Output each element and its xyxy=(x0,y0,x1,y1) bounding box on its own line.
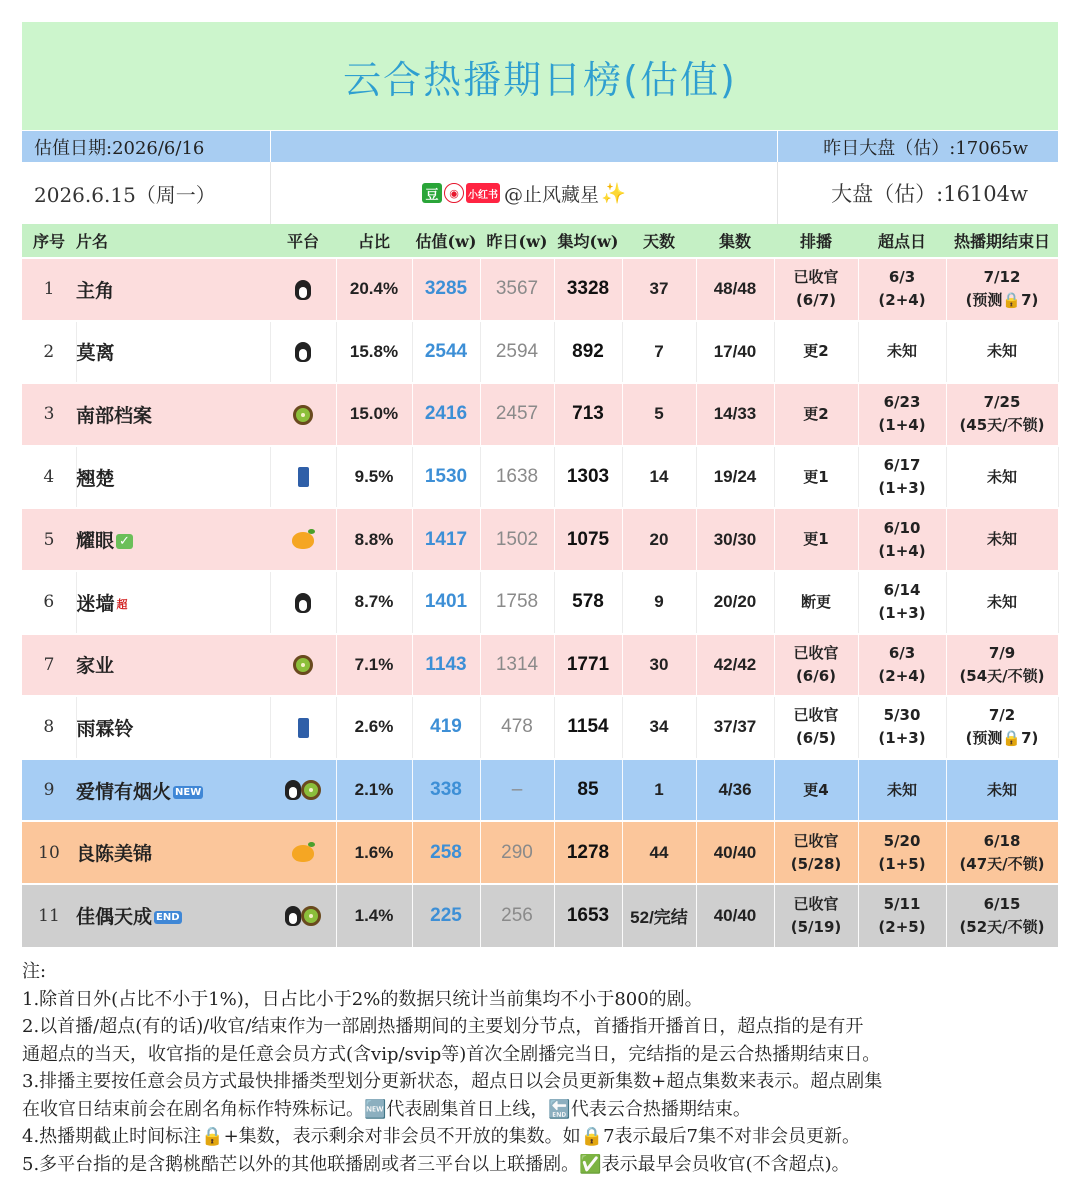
episode-average: 3328 xyxy=(554,258,622,321)
schedule-cell xyxy=(774,634,858,697)
drama-name: 主角 xyxy=(76,279,115,302)
drama-title xyxy=(76,696,270,759)
drama-title xyxy=(76,884,270,947)
broadcast-end-date-sub: (预测🔒7) xyxy=(965,729,1039,748)
broadcast-end-date-main: 7/12 xyxy=(983,268,1021,287)
broadcast-end-date xyxy=(946,884,1058,947)
super-point-date-sub: (1+3) xyxy=(878,479,926,498)
estimate-value: 419 xyxy=(412,696,480,759)
kiwi-icon xyxy=(301,906,321,926)
column-header: 片名 xyxy=(76,232,109,251)
column-header: 平台 xyxy=(286,232,319,251)
drama-title xyxy=(76,571,270,634)
share-value: 20.4% xyxy=(336,258,412,321)
super-point-date-main: 6/23 xyxy=(883,393,921,412)
super-point-badge: 超 xyxy=(116,598,128,612)
report-date: 2026.6.15（周一） xyxy=(34,182,216,207)
estimate-date: 估值日期:2026/6/16 xyxy=(34,137,205,159)
broadcast-end-date-main: 未知 xyxy=(986,592,1017,611)
platform-cell xyxy=(270,821,336,884)
column-header: 天数 xyxy=(642,232,675,251)
share-value: 2.1% xyxy=(336,759,412,822)
episode-average: 892 xyxy=(554,321,622,384)
rank-number: 2 xyxy=(22,321,76,384)
estimate-value: 338 xyxy=(412,759,480,822)
broadcast-end-date xyxy=(946,508,1058,571)
rank-number: 5 xyxy=(43,529,55,550)
note-line: 通超点的当天，收官指的是任意会员方式(含vip/svip等)首次全剧播完当日，完结指的是云合热播期结束日。 xyxy=(22,1043,881,1065)
schedule-cell-main: 更2 xyxy=(803,404,829,423)
broadcast-end-date xyxy=(946,821,1058,884)
end-badge-icon: END xyxy=(156,912,180,924)
rank-number: 8 xyxy=(22,696,76,759)
schedule-cell xyxy=(774,571,858,634)
platform-cell xyxy=(270,446,336,509)
drama-name: 迷墙 xyxy=(76,592,115,615)
broadcast-end-date xyxy=(946,258,1058,321)
rank-number: 11 xyxy=(38,905,60,926)
yesterday-value: 256 xyxy=(480,884,554,947)
episode-count: 40/40 xyxy=(696,884,774,947)
platform-cell xyxy=(270,884,336,947)
schedule-cell xyxy=(774,383,858,446)
episode-count: 19/24 xyxy=(696,446,774,509)
yesterday-market: 昨日大盘（估）:17065w xyxy=(823,137,1028,159)
yesterday-value: 1314 xyxy=(480,634,554,697)
broadcast-end-date-main: 7/2 xyxy=(988,706,1016,725)
penguin-icon xyxy=(295,593,311,613)
drama-title xyxy=(76,508,270,571)
super-point-date-sub: (1+5) xyxy=(878,854,926,873)
check-badge-icon: ✓ xyxy=(116,534,133,549)
days-count: 20 xyxy=(622,508,696,571)
schedule-cell xyxy=(774,696,858,759)
episode-count: 4/36 xyxy=(696,759,774,822)
episode-average: 578 xyxy=(554,571,622,634)
super-point-date-sub: (2+4) xyxy=(878,666,926,685)
column-header: 估值(w) xyxy=(415,232,477,251)
drama-name: 翘楚 xyxy=(76,467,115,490)
estimate-value: 2416 xyxy=(412,383,480,446)
kiwi-icon xyxy=(293,655,313,675)
broadcast-end-date-main: 7/25 xyxy=(983,393,1021,412)
kiwi-icon xyxy=(293,405,313,425)
super-point-date-sub: (1+3) xyxy=(878,604,926,623)
schedule-cell-main: 更1 xyxy=(803,530,829,549)
platform-cell xyxy=(270,696,336,759)
days-count: 1 xyxy=(622,759,696,822)
yesterday-value: 290 xyxy=(480,821,554,884)
super-point-date-main: 未知 xyxy=(886,780,917,799)
super-point-date-main: 5/30 xyxy=(883,706,921,725)
page-title: 云合热播期日榜(估值) xyxy=(343,57,737,102)
drama-title xyxy=(76,383,270,446)
platform-cell xyxy=(270,383,336,446)
note-line: 5.多平台指的是含鹅桃酷芒以外的其他联播剧或者三平台以上联播剧。✅表示最早会员收官(不含超点)。 xyxy=(22,1153,850,1175)
days-count: 37 xyxy=(622,258,696,321)
super-point-date xyxy=(858,696,946,759)
rank-number: 10 xyxy=(38,842,60,863)
drama-name: 南部档案 xyxy=(76,404,153,427)
schedule-cell-sub: (5/28) xyxy=(790,854,842,873)
broadcast-end-date-sub: (45天/不锁) xyxy=(959,416,1045,435)
title-band xyxy=(22,22,1058,130)
episode-count: 17/40 xyxy=(696,321,774,384)
sparkle-icon: ✨ xyxy=(601,181,626,205)
jeans-icon xyxy=(298,467,309,487)
super-point-date-main: 未知 xyxy=(886,342,917,361)
author-credit xyxy=(270,162,778,224)
estimate-value: 1530 xyxy=(412,446,480,509)
penguin-icon xyxy=(295,342,311,362)
rank-number: 3 xyxy=(43,404,55,425)
broadcast-end-date-main: 6/15 xyxy=(983,894,1021,913)
super-point-date xyxy=(858,634,946,697)
super-point-date-main: 6/14 xyxy=(883,581,921,600)
table-row xyxy=(22,321,1058,384)
schedule-cell-main: 已收官 xyxy=(793,268,839,287)
broadcast-end-date-sub: (54天/不锁) xyxy=(959,666,1045,685)
mango-icon xyxy=(292,532,314,549)
super-point-date xyxy=(858,759,946,822)
xiaohongshu-icon: 小红书 xyxy=(466,183,500,203)
super-point-date xyxy=(858,571,946,634)
drama-title xyxy=(76,634,270,697)
episode-count: 42/42 xyxy=(696,634,774,697)
schedule-cell-sub: (6/6) xyxy=(795,666,837,685)
episode-average: 1075 xyxy=(554,508,622,571)
episode-count: 14/33 xyxy=(696,383,774,446)
schedule-cell xyxy=(774,884,858,947)
super-point-date-sub: (1+4) xyxy=(878,416,926,435)
info-spacer xyxy=(270,131,778,162)
broadcast-end-date xyxy=(946,446,1058,509)
douban-icon: 豆 xyxy=(422,183,442,203)
note-line: 3.排播主要按任意会员方式最快排播类型划分更新状态，超点日以会员更新集数+超点集数来表示。超点剧集 xyxy=(22,1071,883,1092)
new-badge-icon: NEW xyxy=(175,786,202,798)
super-point-date-main: 6/17 xyxy=(883,456,921,475)
drama-title xyxy=(76,759,270,822)
column-header: 热播期结束日 xyxy=(953,232,1050,251)
super-point-date xyxy=(858,821,946,884)
days-count: 9 xyxy=(622,571,696,634)
days-count: 52/完结 xyxy=(622,884,696,947)
schedule-cell xyxy=(774,321,858,384)
share-value: 7.1% xyxy=(336,634,412,697)
share-value: 8.7% xyxy=(336,571,412,634)
share-value: 15.0% xyxy=(336,383,412,446)
super-point-date-main: 6/3 xyxy=(888,643,916,662)
broadcast-end-date-main: 未知 xyxy=(986,467,1017,486)
platform-cell xyxy=(270,634,336,697)
broadcast-end-date-main: 未知 xyxy=(986,530,1017,549)
info-row xyxy=(22,130,1058,162)
yesterday-value: 3567 xyxy=(480,258,554,321)
table-row xyxy=(22,634,1058,697)
penguin-icon xyxy=(295,280,311,300)
schedule-cell xyxy=(774,821,858,884)
ranking-table xyxy=(22,224,1059,947)
market-total: 大盘（估）:16104w xyxy=(831,182,1028,206)
rank-number: 4 xyxy=(22,446,76,509)
table-body xyxy=(22,258,1058,947)
schedule-cell xyxy=(774,258,858,321)
platform-cell xyxy=(270,759,336,822)
yesterday-value: – xyxy=(480,759,554,822)
estimate-value: 3285 xyxy=(412,258,480,321)
broadcast-end-date-sub: (预测🔒7) xyxy=(965,291,1039,310)
table-row xyxy=(22,821,1058,884)
drama-name: 良陈美锦 xyxy=(76,843,153,866)
drama-title xyxy=(76,258,270,321)
table-row xyxy=(22,759,1058,822)
days-count: 7 xyxy=(622,321,696,384)
broadcast-end-date-sub: (47天/不锁) xyxy=(959,854,1045,873)
super-point-date-main: 6/3 xyxy=(888,268,916,287)
platform-cell xyxy=(270,571,336,634)
schedule-cell-main: 更1 xyxy=(803,467,829,486)
drama-title xyxy=(76,446,270,509)
column-header: 昨日(w) xyxy=(486,232,548,251)
rank-number: 1 xyxy=(43,279,55,300)
penguin-icon xyxy=(285,906,301,926)
drama-name: 雨霖铃 xyxy=(76,717,134,740)
penguin-icon xyxy=(285,780,301,800)
schedule-cell xyxy=(774,508,858,571)
share-value: 2.6% xyxy=(336,696,412,759)
super-point-date-main: 5/11 xyxy=(883,894,921,913)
column-header: 集数 xyxy=(718,232,751,251)
super-point-date-main: 6/10 xyxy=(883,518,921,537)
share-value: 8.8% xyxy=(336,508,412,571)
schedule-cell-main: 已收官 xyxy=(793,706,839,725)
episode-count: 20/20 xyxy=(696,571,774,634)
episode-count: 37/37 xyxy=(696,696,774,759)
schedule-cell-main: 断更 xyxy=(800,592,831,611)
estimate-value: 225 xyxy=(412,884,480,947)
broadcast-end-date xyxy=(946,634,1058,697)
ranking-sheet xyxy=(22,22,1058,947)
days-count: 44 xyxy=(622,821,696,884)
days-count: 34 xyxy=(622,696,696,759)
episode-average: 1771 xyxy=(554,634,622,697)
schedule-cell-main: 已收官 xyxy=(793,831,839,850)
table-row xyxy=(22,571,1058,634)
episode-count: 48/48 xyxy=(696,258,774,321)
super-point-date-sub: (1+4) xyxy=(878,541,926,560)
days-count: 5 xyxy=(622,383,696,446)
estimate-value: 258 xyxy=(412,821,480,884)
episode-average: 713 xyxy=(554,383,622,446)
note-line: 4.热播期截止时间标注🔒+集数，表示剩余对非会员不开放的集数。如🔒7表示最后7集不对非会员更新。 xyxy=(22,1126,860,1147)
super-point-date xyxy=(858,321,946,384)
kiwi-icon xyxy=(301,780,321,800)
super-point-date xyxy=(858,258,946,321)
super-point-date xyxy=(858,383,946,446)
schedule-cell-main: 更4 xyxy=(803,780,829,799)
rank-number: 9 xyxy=(43,780,55,801)
drama-name: 爱情有烟火 xyxy=(76,780,172,803)
schedule-cell-sub: (6/7) xyxy=(795,291,837,310)
note-line: 1.除首日外(占比不小于1%)，日占比小于2%的数据只统计当前集均不小于800的剧。 xyxy=(22,988,703,1010)
table-header xyxy=(22,224,1058,258)
column-header: 集均(w) xyxy=(557,232,619,251)
episode-average: 1154 xyxy=(554,696,622,759)
super-point-date-sub: (1+3) xyxy=(878,729,926,748)
broadcast-end-date-main: 未知 xyxy=(986,780,1017,799)
broadcast-end-date xyxy=(946,696,1058,759)
super-point-date xyxy=(858,446,946,509)
broadcast-end-date xyxy=(946,571,1058,634)
weibo-icon: ◉ xyxy=(444,183,464,203)
jeans-icon xyxy=(298,718,309,738)
broadcast-end-date-main: 未知 xyxy=(986,342,1017,361)
note-line: 在收官日结束前会在剧名角标作特殊标记。🆕代表剧集首日上线，🔚代表云合热播期结束。 xyxy=(22,1098,751,1120)
broadcast-end-date xyxy=(946,759,1058,822)
broadcast-end-date xyxy=(946,321,1058,384)
column-header: 超点日 xyxy=(877,232,926,251)
rank-number: 7 xyxy=(43,654,55,675)
column-header: 排播 xyxy=(799,232,832,251)
episode-average: 1303 xyxy=(554,446,622,509)
note-line: 注: xyxy=(22,961,47,982)
yesterday-value: 2457 xyxy=(480,383,554,446)
estimate-value: 1401 xyxy=(412,571,480,634)
date-row xyxy=(22,162,1058,224)
share-value: 1.6% xyxy=(336,821,412,884)
note-line: 2.以首播/超点(有的话)/收官/结束作为一部剧热播期间的主要划分节点，首播指开播首日，超点指的是有开 xyxy=(22,1016,864,1037)
super-point-date xyxy=(858,884,946,947)
table-row xyxy=(22,258,1058,321)
table-row xyxy=(22,508,1058,571)
yesterday-value: 1758 xyxy=(480,571,554,634)
episode-count: 40/40 xyxy=(696,821,774,884)
estimate-value: 1143 xyxy=(412,634,480,697)
schedule-cell-sub: (5/19) xyxy=(790,917,842,936)
episode-average: 1278 xyxy=(554,821,622,884)
drama-name: 佳偶天成 xyxy=(76,906,153,929)
schedule-cell xyxy=(774,446,858,509)
yesterday-value: 2594 xyxy=(480,321,554,384)
column-header: 序号 xyxy=(32,232,65,251)
drama-name: 莫离 xyxy=(76,342,115,365)
super-point-date-main: 5/20 xyxy=(883,831,921,850)
yesterday-value: 1502 xyxy=(480,508,554,571)
yesterday-value: 478 xyxy=(480,696,554,759)
schedule-cell-sub: (6/5) xyxy=(795,729,837,748)
schedule-cell-main: 已收官 xyxy=(793,894,839,913)
super-point-date xyxy=(858,508,946,571)
share-value: 15.8% xyxy=(336,321,412,384)
footnotes xyxy=(22,958,1058,1178)
table-row xyxy=(22,383,1058,446)
episode-average: 85 xyxy=(554,759,622,822)
estimate-value: 1417 xyxy=(412,508,480,571)
broadcast-end-date-main: 7/9 xyxy=(988,643,1016,662)
platform-cell xyxy=(270,258,336,321)
schedule-cell xyxy=(774,759,858,822)
estimate-value: 2544 xyxy=(412,321,480,384)
share-value: 9.5% xyxy=(336,446,412,509)
share-value: 1.4% xyxy=(336,884,412,947)
days-count: 30 xyxy=(622,634,696,697)
drama-title xyxy=(76,321,270,384)
episode-average: 1653 xyxy=(554,884,622,947)
mango-icon xyxy=(292,845,314,862)
column-header: 占比 xyxy=(357,232,390,251)
broadcast-end-date xyxy=(946,383,1058,446)
table-row xyxy=(22,696,1058,759)
drama-title xyxy=(76,821,270,884)
super-point-date-sub: (2+4) xyxy=(878,291,926,310)
rank-number: 6 xyxy=(22,571,76,634)
broadcast-end-date-main: 6/18 xyxy=(983,831,1021,850)
drama-name: 耀眼 xyxy=(76,530,115,553)
table-row xyxy=(22,446,1058,509)
schedule-cell-main: 更2 xyxy=(803,342,829,361)
yesterday-value: 1638 xyxy=(480,446,554,509)
schedule-cell-main: 已收官 xyxy=(793,643,839,662)
episode-count: 30/30 xyxy=(696,508,774,571)
author-handle: @止风藏星 xyxy=(504,183,600,206)
super-point-date-sub: (2+5) xyxy=(878,917,926,936)
platform-cell xyxy=(270,508,336,571)
days-count: 14 xyxy=(622,446,696,509)
broadcast-end-date-sub: (52天/不锁) xyxy=(959,917,1045,936)
platform-cell xyxy=(270,321,336,384)
table-row xyxy=(22,884,1058,947)
drama-name: 家业 xyxy=(76,655,115,678)
